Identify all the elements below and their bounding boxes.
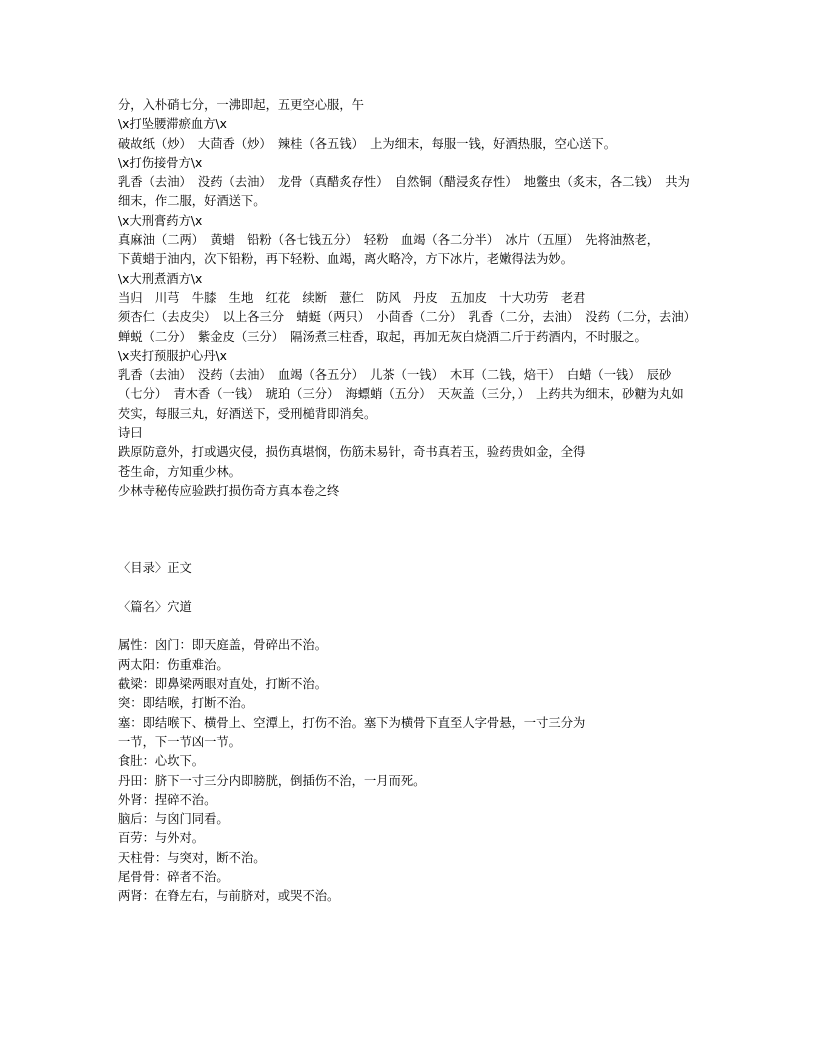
document-paragraph: 两肾：在脊左右，与前脐对，或哭不治。 bbox=[118, 889, 340, 904]
document-paragraph: 天柱骨：与突对，断不治。 bbox=[118, 850, 266, 865]
document-paragraph: 一节，下一节凶一节。 bbox=[118, 734, 241, 749]
document-body bbox=[118, 96, 698, 907]
document-paragraph: 突：即结喉，打断不治。 bbox=[118, 696, 254, 711]
document-paragraph: 属性：囟门：即天庭盖，骨碎出不治。 bbox=[118, 638, 328, 653]
document-paragraph: \x打伤接骨方\x bbox=[118, 155, 203, 170]
document-paragraph: 食肚：心坎下。 bbox=[118, 754, 205, 769]
paragraph-spacer bbox=[118, 501, 698, 559]
document-paragraph: \x夹打预服护心丹\x bbox=[118, 348, 227, 363]
document-paragraph: 乳香（去油） 没药（去油） 血竭（各五分） 儿茶（一钱） 木耳（二钱，焙干） 白蜡（一钱） 辰砂 bbox=[118, 368, 672, 383]
document-paragraph: 塞：即结喉下、横骨上、空潭上，打伤不治。塞下为横骨下直至人字骨悬，一寸三分为 bbox=[118, 715, 586, 730]
document-paragraph: 跌原防意外，打或遇灾侵，损伤真堪悯，伤筋未易针，奇书真若玉，验药贵如金，全得 bbox=[118, 445, 586, 460]
document-paragraph: 诗曰 bbox=[118, 426, 143, 441]
document-paragraph: 外肾：捏碎不治。 bbox=[118, 792, 217, 807]
document-paragraph: \x大刑膏药方\x bbox=[118, 213, 203, 228]
document-paragraph: 两太阳：伤重难治。 bbox=[118, 657, 229, 672]
document-paragraph: 真麻油（二两） 黄蜡 铅粉（各七钱五分） 轻粉 血竭（各二分半） 冰片（五厘） 先将油熬老， bbox=[118, 233, 660, 248]
document-paragraph: 丹田：脐下一寸三分内即膀胱，倒插伤不治，一月而死。 bbox=[118, 773, 426, 788]
document-paragraph: 脑后：与囟门同看。 bbox=[118, 812, 229, 827]
document-paragraph: 尾骨骨：碎者不治。 bbox=[118, 869, 229, 884]
document-paragraph: 少林寺秘传应验跌打损伤奇方真本卷之终 bbox=[118, 483, 340, 498]
document-paragraph: 下黄蜡于油内，次下铅粉，再下轻粉、血竭，离火略冷，方下冰片，老嫩得法为妙。 bbox=[118, 252, 573, 267]
document-paragraph: 截梁：即鼻梁两眼对直处，打断不治。 bbox=[118, 677, 328, 692]
document-paragraph: （七分） 青木香（一钱） 琥珀（三分） 海螵蛸（五分） 天灰盖（三分，） 上药共为细末，砂糖为丸如 bbox=[118, 387, 684, 402]
document-paragraph: 蝉蜕（二分） 紫金皮（三分） 隔汤煮三柱香，取起，再加无灰白烧酒二斤于药酒内，不时服之。 bbox=[118, 329, 647, 344]
document-paragraph: \x大刑煮酒方\x bbox=[118, 271, 203, 286]
paragraph-spacer bbox=[118, 617, 698, 636]
document-paragraph: 破故纸（炒） 大茴香（炒） 辣桂（各五钱） 上为细末，每服一钱，好酒热服，空心送下。 bbox=[118, 136, 617, 151]
document-paragraph: 〈目录〉正文 bbox=[118, 561, 192, 576]
document-paragraph: 当归 川芎 牛膝 生地 红花 续断 薏仁 防风 丹皮 五加皮 十大功劳 老君 bbox=[118, 290, 586, 305]
paragraph-spacer bbox=[118, 579, 698, 598]
document-paragraph: 〈篇名〉穴道 bbox=[118, 599, 192, 614]
document-paragraph: 百劳：与外对。 bbox=[118, 831, 205, 846]
document-paragraph: \x打坠腰滞瘀血方\x bbox=[118, 117, 227, 132]
document-paragraph: 苍生命，方知重少林。 bbox=[118, 464, 241, 479]
document-paragraph: 分，入朴硝七分，一沸即起，五更空心服，午 bbox=[118, 98, 364, 112]
document-paragraph: 乳香（去油） 没药（去油） 龙骨（真醋炙存性） 自然铜（醋浸炙存性） 地鳖虫（炙末，各二钱） 共为细末，作二服，好酒送下。 bbox=[118, 175, 690, 209]
document-paragraph: 芡实，每服三丸，好酒送下，受刑槌背即消矣。 bbox=[118, 406, 377, 421]
document-paragraph: 须杏仁（去皮尖） 以上各三分 蜻蜓（两只） 小茴香（二分） 乳香（二分，去油） 没药（二分，去油） bbox=[118, 310, 696, 325]
